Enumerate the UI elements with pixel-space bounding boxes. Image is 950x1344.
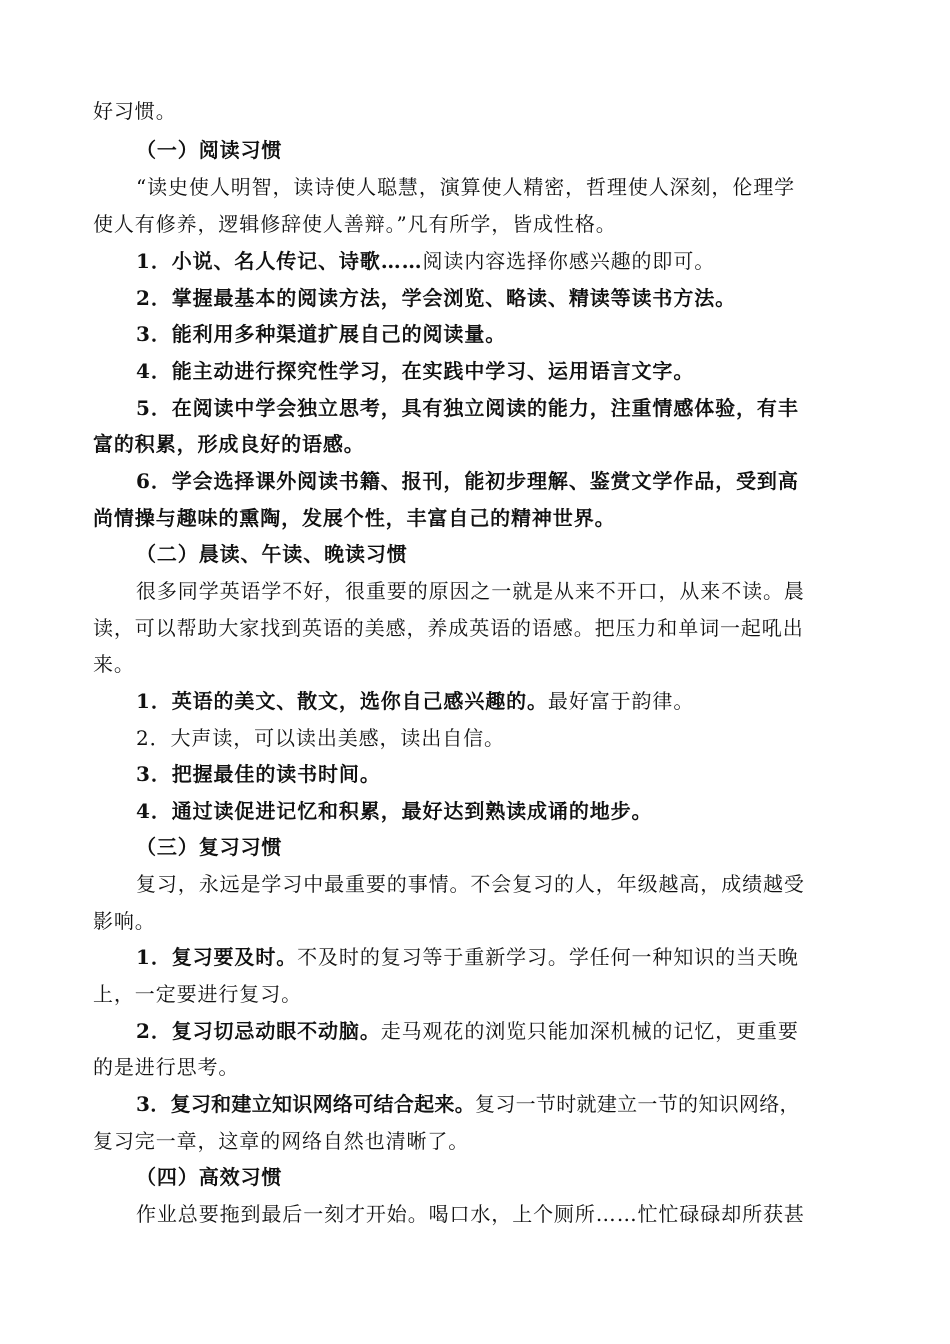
reading-item-6-line1: 6．学会选择课外阅读书籍、报刊，能初步理解、鉴赏文学作品，受到高 — [136, 469, 799, 493]
morning-item-1-bold: 1．英语的美文、散文，选你自己感兴趣的。 — [136, 689, 548, 713]
review-item-3-rest: 复习一节时就建立一节的知识网络， — [475, 1092, 800, 1116]
morning-para-line2: 读，可以帮助大家找到英语的美感，养成英语的语感。把压力和单词一起吼出 — [93, 616, 804, 640]
review-item-1-bold: 1．复习要及时。 — [136, 945, 298, 969]
morning-item-1-rest: 最好富于韵律。 — [547, 689, 695, 713]
morning-item-4: 4．通过读促进记忆和积累，最好达到熟读成诵的地步。 — [136, 799, 653, 823]
review-item-1-rest: 不及时的复习等于重新学习。学任何一种知识的当天晚 — [297, 945, 799, 969]
morning-para-line3: 来。 — [93, 652, 135, 676]
reading-item-3: 3．能利用多种渠道扩展自己的阅读量。 — [136, 322, 507, 346]
morning-item-3: 3．把握最佳的读书时间。 — [136, 762, 381, 786]
morning-item-1 — [136, 688, 863, 714]
reading-quote-line1: “读史使人明智，读诗使人聪慧，演算使人精密，哲理使人深刻，伦理学 — [136, 175, 796, 199]
morning-item-2: 2．大声读，可以读出美感，读出自信。 — [136, 726, 505, 750]
reading-item-4: 4．能主动进行探究性学习，在实践中学习、运用语言文字。 — [136, 359, 695, 383]
reading-item-1-bold: 1．小说、名人传记、诗歌…… — [136, 249, 423, 273]
section-heading-efficiency: （四）高效习惯 — [136, 1165, 283, 1189]
review-item-3-line2: 复习完一章，这章的网络自然也清晰了。 — [93, 1129, 470, 1153]
efficiency-para-line1: 作业总要拖到最后一刻才开始。喝口水，上个厕所……忙忙碌碌却所获甚 — [136, 1202, 805, 1226]
intro-tail: 好习惯。 — [93, 99, 177, 123]
reading-item-1 — [136, 248, 863, 274]
review-item-1-line1 — [136, 944, 863, 970]
review-para-line1: 复习，永远是学习中最重要的事情。不会复习的人，年级越高，成绩越受 — [136, 872, 805, 896]
reading-quote-line2: 使人有修养，逻辑修辞使人善辩。”凡有所学，皆成性格。 — [93, 212, 617, 236]
section-heading-morning: （二）晨读、午读、晚读习惯 — [136, 542, 408, 566]
reading-item-1-rest: 阅读内容选择你感兴趣的即可。 — [422, 249, 716, 273]
section-heading-reading: （一）阅读习惯 — [136, 138, 283, 162]
review-para-line2: 影响。 — [93, 909, 156, 933]
reading-item-5-line1: 5．在阅读中学会独立思考，具有独立阅读的能力，注重情感体验，有丰 — [136, 396, 799, 420]
review-item-3-line1 — [136, 1091, 863, 1117]
review-item-2-rest: 走马观花的浏览只能加深机械的记忆，更重要 — [380, 1019, 799, 1043]
review-item-1-line2: 上，一定要进行复习。 — [93, 982, 302, 1006]
section-heading-review: （三）复习习惯 — [136, 835, 283, 859]
reading-item-2: 2．掌握最基本的阅读方法，学会浏览、略读、精读等读书方法。 — [136, 286, 737, 310]
review-item-2-line2: 的是进行思考。 — [93, 1055, 240, 1079]
reading-item-6-line2: 尚情操与趣味的熏陶，发展个性，丰富自己的精神世界。 — [93, 506, 616, 530]
review-item-2-bold: 2．复习切忌动眼不动脑。 — [136, 1019, 381, 1043]
review-item-2-line1 — [136, 1018, 863, 1044]
morning-para-line1: 很多同学英语学不好，很重要的原因之一就是从来不开口，从来不读。晨 — [136, 579, 805, 603]
reading-item-5-line2: 富的积累，形成良好的语感。 — [93, 432, 365, 456]
review-item-3-bold: 3．复习和建立知识网络可结合起来。 — [136, 1092, 476, 1116]
